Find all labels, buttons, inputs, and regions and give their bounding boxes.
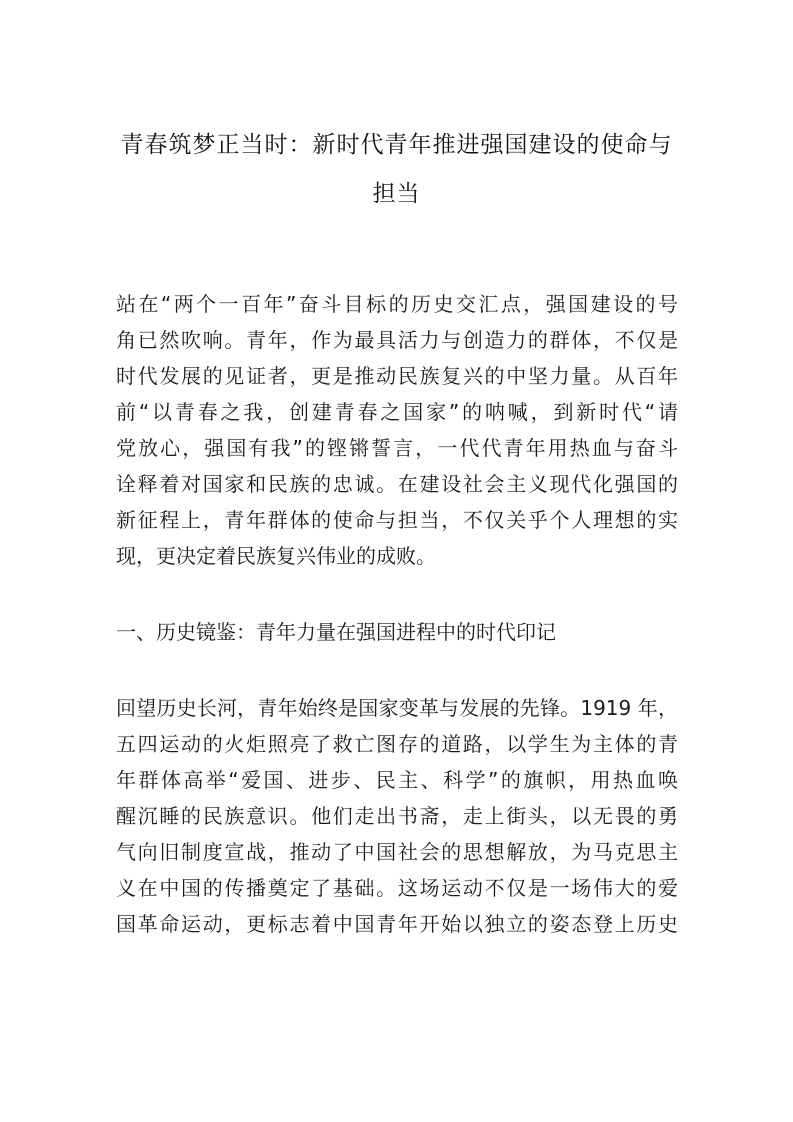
paragraph-line: 诠释着对国家和民族的忠诚。在建设社会主义现代化强国的 xyxy=(116,472,678,496)
document-title-line-2: 担当 xyxy=(372,181,421,207)
paragraph-line: 角已然吹响。青年，作为最具活力与创造力的群体，不仅是 xyxy=(116,328,678,352)
paragraph-line: 气向旧制度宣战，推动了中国社会的思想解放，为马克思主 xyxy=(116,840,678,864)
paragraph-line: 国革命运动，更标志着中国青年开始以独立的姿态登上历史 xyxy=(116,912,678,936)
paragraph-line: 回望历史长河，青年始终是国家变革与发展的先锋。1919 年， xyxy=(116,696,678,720)
paragraph-line: 新征程上，青年群体的使命与担当，不仅关乎个人理想的实 xyxy=(116,508,678,532)
paragraph-line: 党放心，强国有我”的铿锵誓言，一代代青年用热血与奋斗 xyxy=(116,436,678,460)
paragraph-line: 时代发展的见证者，更是推动民族复兴的中坚力量。从百年 xyxy=(116,364,678,388)
paragraph-line: 五四运动的火炬照亮了救亡图存的道路，以学生为主体的青 xyxy=(116,732,678,756)
paragraph-line: 站在“两个一百年”奋斗目标的历史交汇点，强国建设的号 xyxy=(116,292,678,316)
section-heading: 一、历史镜鉴：青年力量在强国进程中的时代印记 xyxy=(116,620,556,644)
paragraph-line: 年群体高举“爱国、进步、民主、科学”的旗帜，用热血唤 xyxy=(116,768,678,792)
paragraph-line: 前“以青春之我，创建青春之国家”的呐喊，到新时代“请 xyxy=(116,400,678,424)
paragraph-line: 现，更决定着民族复兴伟业的成败。 xyxy=(116,544,436,568)
paragraph-line: 义在中国的传播奠定了基础。这场运动不仅是一场伟大的爱 xyxy=(116,876,678,900)
paragraph-line: 醒沉睡的民族意识。他们走出书斋，走上街头，以无畏的勇 xyxy=(116,804,678,828)
document-title-line-1: 青春筑梦正当时：新时代青年推进强国建设的使命与 xyxy=(120,132,673,158)
